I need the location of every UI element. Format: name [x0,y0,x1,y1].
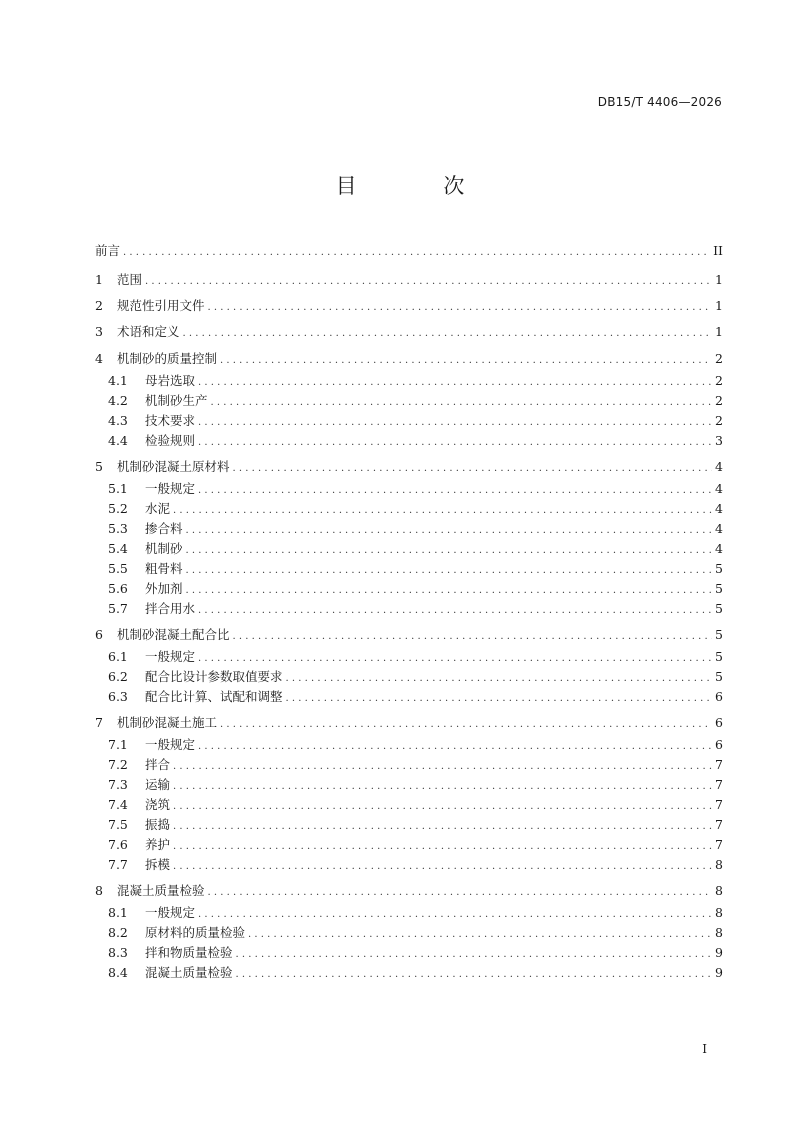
toc-entry-number: 5.7 [108,601,128,616]
toc-entry[interactable] [108,480,723,498]
dot-leader [198,484,712,498]
toc-entry-number: 5.2 [108,501,128,516]
toc-entry[interactable] [108,776,723,794]
toc-entry-label: 拌和物质量检验 [145,945,233,960]
toc-entry-label: 母岩选取 [145,373,196,388]
toc-entry-page: 9 [715,945,723,960]
dot-leader [198,416,712,430]
toc-entry-number: 4 [95,351,103,366]
dot-leader [123,246,710,260]
toc-entry-page: 5 [715,581,723,596]
toc-entry-label: 前言 [95,243,121,258]
toc-entry-page: 5 [715,669,723,684]
toc-entry[interactable] [95,323,723,341]
dot-leader [173,860,712,874]
toc-entry-label: 粗骨料 [145,561,183,576]
dot-leader [198,908,712,922]
toc-entry-page: 6 [715,737,723,752]
toc-entry[interactable] [108,372,723,390]
toc-entry[interactable] [108,600,723,618]
toc-entry[interactable] [108,836,723,854]
dot-leader [173,504,712,518]
dot-leader [173,840,712,854]
toc-entry-page: 4 [715,521,723,536]
toc-entry-page: 5 [715,601,723,616]
dot-leader [186,524,712,538]
toc-entry-page: 1 [715,324,723,339]
toc-entry-page: 2 [715,351,723,366]
toc-entry-number: 7.4 [108,797,128,812]
toc-entry-label: 术语和定义 [117,324,180,339]
toc-entry-page: 9 [715,965,723,980]
toc-entry-number: 8.4 [108,965,128,980]
toc-entry-label: 振捣 [145,817,171,832]
toc-entry-label: 混凝土质量检验 [117,883,205,898]
toc-entry-label: 一般规定 [145,481,196,496]
toc-entry-page: 7 [715,797,723,812]
toc-entry-page: 6 [715,715,723,730]
toc-entry-page: 7 [715,757,723,772]
toc-entry-page: 7 [715,837,723,852]
toc-entry-page: 7 [715,817,723,832]
toc-entry-page: 5 [715,627,723,642]
toc-entry-label: 机制砂 [145,541,183,556]
toc-entry-number: 6.1 [108,649,128,664]
toc-entry-number: 4.2 [108,393,128,408]
toc-entry-label: 机制砂的质量控制 [117,351,218,366]
toc-entry[interactable] [108,580,723,598]
toc-entry-label: 技术要求 [145,413,196,428]
toc-entry-number: 6.2 [108,669,128,684]
toc-entry-number: 5 [95,459,103,474]
toc-entry-page: 4 [715,541,723,556]
toc-entry-page: 8 [715,905,723,920]
toc-entry-page: 5 [715,649,723,664]
toc-entry-label: 水泥 [145,501,171,516]
toc-entry[interactable] [108,648,723,666]
dot-leader [173,800,712,814]
toc-entry[interactable] [108,688,723,706]
dot-leader [198,740,712,754]
toc-entry-number: 4.3 [108,413,128,428]
dot-leader [208,301,712,315]
toc-entry-label: 范围 [117,272,143,287]
dot-leader [220,718,712,732]
dot-leader [236,948,712,962]
document-code: DB15/T 4406—2026 [597,95,722,109]
toc-entry-page: 4 [715,501,723,516]
dot-leader [186,544,712,558]
toc-entry-label: 外加剂 [145,581,183,596]
toc-entry[interactable] [95,714,723,732]
toc-entry[interactable] [108,432,723,450]
toc-entry-label: 一般规定 [145,905,196,920]
toc-entry-number: 3 [95,324,103,339]
toc-entry-label: 配合比计算、试配和调整 [145,689,283,704]
toc-entry-page: 6 [715,689,723,704]
dot-leader [173,820,712,834]
toc-entry[interactable] [108,540,723,558]
page-title: 目 次 [335,174,505,198]
dot-leader [183,327,712,341]
toc-entry-page: 3 [715,433,723,448]
toc-entry-number: 5.4 [108,541,128,556]
toc-entry-page: 2 [715,413,723,428]
toc-entry-number: 5.6 [108,581,128,596]
toc-entry-page: 5 [715,561,723,576]
toc-entry-label: 配合比设计参数取值要求 [145,669,283,684]
dot-leader [198,436,712,450]
toc-entry[interactable] [95,242,723,260]
toc-entry-number: 5.1 [108,481,128,496]
toc-entry-label: 混凝土质量检验 [145,965,233,980]
toc-entry-number: 8.1 [108,905,128,920]
toc-entry-page: 1 [715,298,723,313]
toc-entry-number: 7.2 [108,757,128,772]
toc-entry[interactable] [108,944,723,962]
dot-leader [173,760,712,774]
toc-entry-label: 运输 [145,777,171,792]
toc-entry-number: 8 [95,883,103,898]
toc-entry-label: 拌合用水 [145,601,196,616]
toc-entry-number: 5.5 [108,561,128,576]
toc-entry-number: 4.4 [108,433,128,448]
toc-entry-number: 6 [95,627,103,642]
toc-entry-number: 4.1 [108,373,128,388]
toc-entry-number: 7.1 [108,737,128,752]
toc-entry[interactable] [95,882,723,900]
dot-leader [186,584,712,598]
toc-entry-page: 8 [715,857,723,872]
toc-entry-page: 4 [715,459,723,474]
toc-entry[interactable] [95,271,723,289]
dot-leader [211,396,712,410]
toc-entry[interactable] [108,816,723,834]
toc-entry-label: 养护 [145,837,171,852]
toc-entry-label: 原材料的质量检验 [145,925,246,940]
toc-entry-number: 7.6 [108,837,128,852]
toc-entry-label: 浇筑 [145,797,171,812]
toc-entry-number: 5.3 [108,521,128,536]
toc-entry[interactable] [95,350,723,368]
toc-entry-page: 1 [715,272,723,287]
toc-entry-page: 2 [715,373,723,388]
dot-leader [236,968,712,982]
toc-entry-page: 2 [715,393,723,408]
dot-leader [173,780,712,794]
toc-entry-label: 检验规则 [145,433,196,448]
toc-entry-label: 机制砂混凝土原材料 [117,459,230,474]
dot-leader [220,354,712,368]
dot-leader [286,692,712,706]
toc-entry[interactable] [108,560,723,578]
toc-entry-label: 掺合料 [145,521,183,536]
toc-entry-number: 7.3 [108,777,128,792]
toc-entry[interactable] [108,904,723,922]
toc-entry[interactable] [108,520,723,538]
toc-entry-page: II [713,243,723,258]
page-number: I [702,1042,707,1056]
toc-entry-page: 4 [715,481,723,496]
toc-entry[interactable] [108,500,723,518]
toc-entry-number: 8.3 [108,945,128,960]
toc-entry[interactable] [108,756,723,774]
toc-entry-number: 7.7 [108,857,128,872]
toc-entry-page: 8 [715,925,723,940]
toc-entry[interactable] [108,856,723,874]
dot-leader [198,376,712,390]
toc-entry[interactable] [95,458,723,476]
toc-entry-label: 一般规定 [145,737,196,752]
toc-entry[interactable] [95,626,723,644]
toc-entry-label: 一般规定 [145,649,196,664]
toc-entry-label: 拆模 [145,857,171,872]
toc-entry[interactable] [108,964,723,982]
dot-leader [248,928,712,942]
toc-entry[interactable] [108,392,723,410]
dot-leader [198,652,712,666]
toc-entry-number: 7 [95,715,103,730]
toc-entry-label: 拌合 [145,757,171,772]
toc-entry-number: 8.2 [108,925,128,940]
toc-entry[interactable] [108,796,723,814]
toc-entry-number: 7.5 [108,817,128,832]
toc-entry-number: 2 [95,298,103,313]
toc-entry[interactable] [108,412,723,430]
toc-entry-page: 8 [715,883,723,898]
dot-leader [145,275,712,289]
toc-entry-label: 机制砂混凝土配合比 [117,627,230,642]
toc-entry[interactable] [95,297,723,315]
dot-leader [233,630,712,644]
toc-entry-label: 机制砂生产 [145,393,208,408]
dot-leader [186,564,712,578]
dot-leader [286,672,712,686]
dot-leader [198,604,712,618]
toc-entry-page: 7 [715,777,723,792]
toc-entry[interactable] [108,736,723,754]
toc-entry[interactable] [108,924,723,942]
toc-entry-label: 规范性引用文件 [117,298,205,313]
dot-leader [233,462,712,476]
toc-entry-label: 机制砂混凝土施工 [117,715,218,730]
toc-entry-number: 6.3 [108,689,128,704]
dot-leader [208,886,712,900]
toc-entry-number: 1 [95,272,103,287]
toc-entry[interactable] [108,668,723,686]
